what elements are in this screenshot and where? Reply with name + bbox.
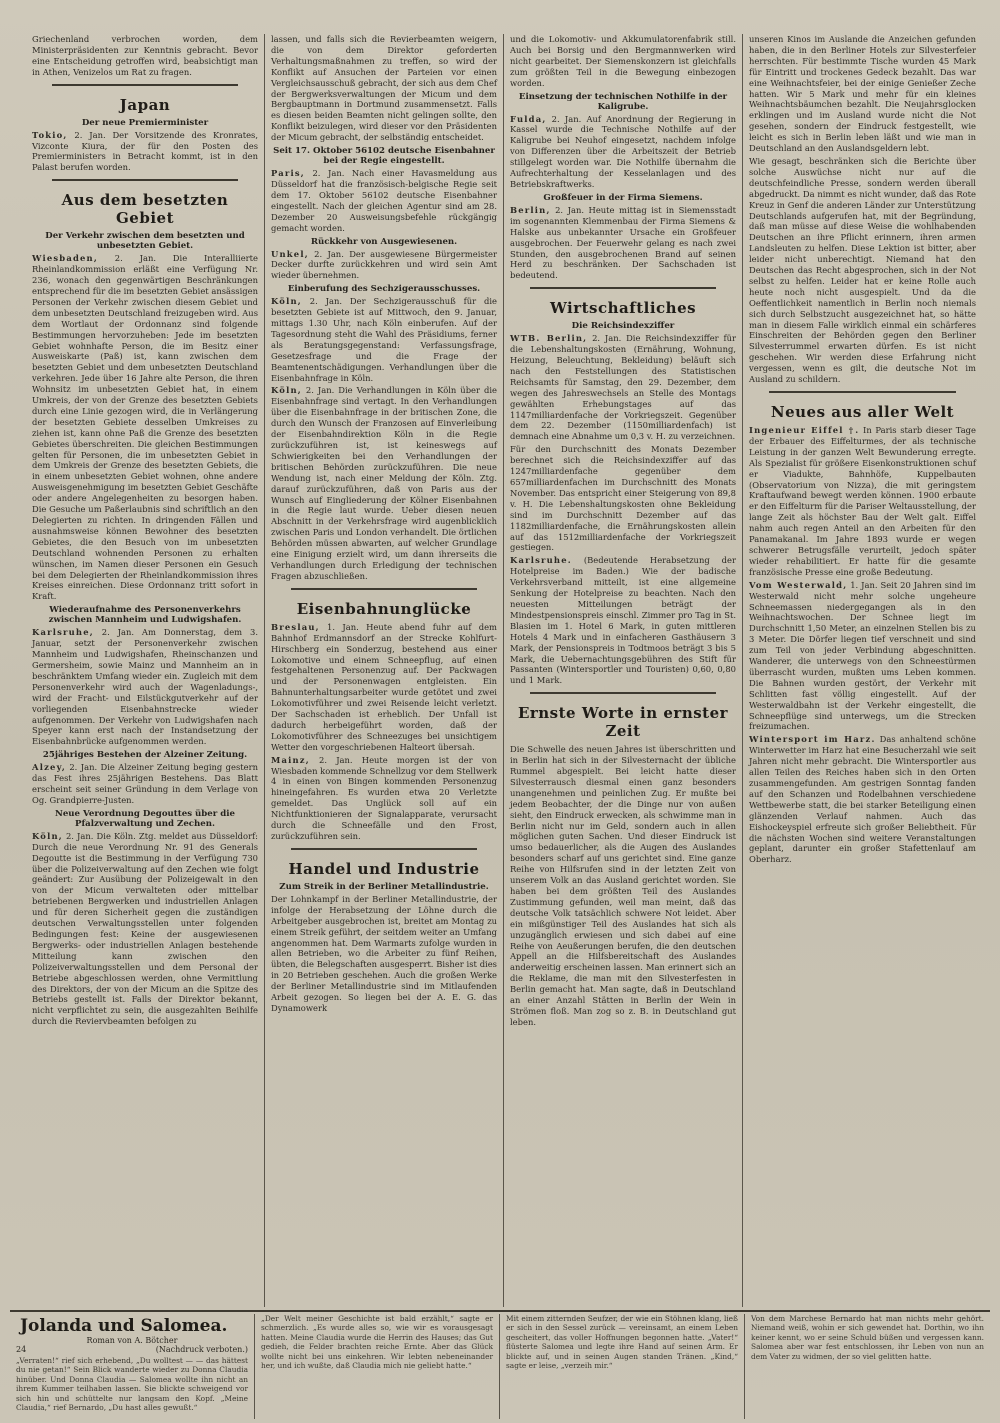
dateline: Paris, [271, 168, 305, 179]
feuilleton-separator [10, 1310, 990, 1312]
article-paragraph [510, 333, 736, 442]
article-paragraph [749, 580, 976, 733]
section-heading: Aus dem besetzten Gebiet [61, 191, 229, 228]
article-subheading: Wiederaufnahme des Personenverkehrs zwischen Mannheim und Ludwigshafen. [48, 605, 242, 626]
dateline: WTB. Berlin, [510, 333, 588, 344]
article-paragraph [749, 734, 976, 865]
paragraph-body: lassen, und falls sich die Revierbeamten weigern, die von dem Direktor geforderten Verhaltungsmaßnahmen zu treffen, so wird der Konflikt auf Ansuchen der Parteien vor einen Vergleichsausschuß gebracht, der sich aus dem Chef der Bergwerksverwaltungen der Micum und dem Bergbauptmann in Dortmund zusammensetzt. Falls es diesen beiden Beamten nicht gelingen sollte, den Konflikt beizulegen, wird dieser vor den Präsidenten der Micum gebracht, der selbständig entscheidet. [271, 34, 497, 143]
dateline: Karlsruhe. [510, 555, 572, 566]
dateline: Vom Westerwald, [749, 579, 848, 590]
dateline: Köln, [271, 385, 302, 396]
section-divider [530, 287, 716, 289]
feuilleton-text: Mit einem zitternden Seufzer, der wie ein Stöhnen klang, ließ er sich in den Sessel zurück — vereinsamt, an einem Leben gescheitert, das voller Hoffnungen begonnen hatte. „Vater!“ flüsterte Salomea und legte ihre Hand auf seinen Arm. Er blickte auf, und in seinen Augen standen Tränen. „Kind,“ sagte er leise, „verzeih mir.“ [506, 1314, 738, 1371]
column-4 [743, 34, 982, 1307]
paragraph-body: In Paris starb dieser Tage der Erbauer des Eiffelturmes, der als technische Leistung in der ganzen Welt Bewunderung erregte. Als Spezialist für größere Eisenkonstruktionen schuf er Viadukte, Bahnhöfe, Kuppelbauten (Observatorium von Nizza), die mit geringstem Kraftaufwand bewegt werden können. 1900 erbaute er den Eiffelturm für die Pariser Weltausstellung, der lange Zeit als höchster Bau der Welt galt. Eiffel nahm auch regen Anteil an den Arbeiten für den Panamakanal. Im Jahre 1893 wurde er wegen schwerer Betrugsfälle verurteilt, jedoch später wieder rehabilitiert. Er hatte für die gesamte französische Presse eine große Bedeutung. [749, 425, 977, 577]
feuilleton-text: „Verraten!“ rief sich erhebend, „Du wolltest — — das hättest du nie getan!“ Sein Blick wanderte wieder zu Donna Claudia hinüber. Und Donna Claudia — Salomea wollte ihn nicht an ihrem Kummer teilhaben lassen. Sie blickte schweigend vor sich hin und schüttelte nur langsam den Kopf. „Meine Claudia,“ rief Bernardo, „Du hast alles gewußt.“ [16, 1356, 248, 1413]
article-paragraph [510, 114, 736, 190]
article-paragraph [32, 130, 258, 174]
article-paragraph [271, 34, 497, 143]
paragraph-body: Die Schwelle des neuen Jahres ist überschritten und in Berlin hat sich in der Silvesternacht der übliche Rummel abgespielt. Bei leicht hatte dieser Silvesterrausch diesmal einen ganz besonders unangenehmen und peinlichen Zug. Er mußte bei jedem Beobachter, der die Dinge nur von außen sieht, den Eindruck erwecken, als schwimme man in Berlin nicht nur im Geld, sondern auch in allen möglichen guten Sachen. Und dieser Eindruck ist umso bedauerlicher, als die Augen des Auslandes besonders scharf auf uns gerichtet sind. Eine ganze Reihe von Hilfsrufen sind in der letzten Zeit von unserem Volk an das Ausland gerichtet worden. Sie haben bei dem größten Teil des Auslandes Zustimmung gefunden, weil man meint, daß das deutsche Volk tatsächlich schwere Not leidet. Aber ein mißgünstiger Teil des Auslandes hat sich als unzugänglich erwiesen und sich dabei auf eine Reihe von Aeußerungen berufen, die den deutschen Appell an die Hilfsbereitschaft des Auslandes anderweitig erscheinen lassen. Man erinnert sich an die Reklame, die man mit den Silvesterfesten in Berlin gemacht hat. Man sagte, daß in Deutschland an einer Anzahl Stätten in Berlin der Wein in Strömen floß. Man zog so z. B. in Deutschland gut leben. [510, 744, 736, 1027]
paragraph-body: 2. Jan. Die Alzeiner Zeitung beging gestern das Fest ihres 25jährigen Bestehens. Das Blatt erscheint seit seiner Gründung in dem Verlage von Og. Grandpierre-Justen. [32, 762, 258, 805]
paragraph-body: 2. Jan. Der Vorsitzende des Kronrates, Vizconte Kiura, der für den Posten des Premierministers in Betracht kommt, ist in den Palast berufen worden. [32, 129, 258, 173]
paragraph-body: unseren Kinos im Auslande die Anzeichen gefunden haben, die in den Berliner Hotels zur Silvesterfeier herrschten. Für bestimmte Tische wurden 45 Mark für Eintritt und trockenes Gedeck bezahlt. Das war eine Weihnachtsfeier, bei der einige Genießer Zeche hatten. Wir 5 Mark und mehr für ein kleines Weihnachtsbäumchen bezahlt. Die Neujahrsglocken erklingen und im Ausland wurde nicht die Not gesehen, sondern der Eindruck festgestellt, wie leicht es sich in Berlin leben läßt und wie man in Deutschland an den Auslandsgeldern lebt. [749, 34, 976, 154]
section-divider [291, 848, 477, 850]
paragraph-body: 1. Jan. Seit 20 Jahren sind im Westerwald nicht mehr solche ungeheure Schneemassen niedergegangen als in den Weihnachtswochen. Der Schnee liegt im Durchschnitt 1,50 Meter, an einzelnen Stellen bis zu 3 Meter. Die Dörfer liegen tief verschneit und sind zum Teil von jeder Verbindung abgeschnitten. Wanderer, die unterwegs von den Schneestürmen überrascht wurden, mußten ums Leben kommen. Die Bahnen wurden gestört, der Verkehr mit Schlitten fast völlig eingestellt. Auf der Westerwaldbahn ist der Verkehr eingestellt, die Schneepflüge sind unterwegs, um die Strecken freizumachen. [749, 579, 976, 732]
paragraph-body: 2. Jan. Die Verhandlungen in Köln über die Eisenbahnfrage sind vertagt. In den Verhandlungen über die Eisenbahnfrage in der britischen Zone, die durch den Wunsch der Franzosen auf Einverleibung der Eisenbahndirektion Köln in die Regie zurückzuführen ist, ist keineswegs auf Schwierigkeiten bei den Verhandlungen der britischen Behörden zurückzuführen. Die neue Wendung ist, nach einer Meldung der Köln. Ztg. darauf zurückzuführen, daß von Paris aus der Wunsch auf Eingliederung der Kölner Eisenbahnen in die Regie laut wurde. Ueber diesen neuen Abschnitt in der Verkehrsfrage wird augenblicklich zwischen Paris und London verhandelt. Die örtlichen Behörden müssen abwarten, auf welcher Grundlage eine Einigung erzielt wird, um dann ihrerseits die Verhandlungen durch Erledigung der technischen Fragen abzuschließen. [271, 385, 497, 581]
paragraph-body: Griechenland verbrochen worden, dem Ministerpräsidenten zur Kenntnis gebracht. Bevor eine Entscheidung getroffen wird, beabsichtigt man in Athen, Venizelos um Rat zu fragen. [32, 34, 258, 77]
article-subheading: Zum Streik in der Berliner Metallindustrie. [279, 881, 489, 892]
feuilleton-subtitle: Roman von A. Bötcher [86, 1336, 178, 1345]
paragraph-body: 2. Jan. Die Interalliierte Rheinlandkommission erläßt eine Verfügung Nr. 236, wonach den gegenwärtigen Beschränkungen entsprechend für die im besetzten Gebiet ansässigen Personen der Verkehr zwischen diesem Gebiet und dem unbesetzten Deutschland freizugeben wird. Aus dem Wortlaut der Ordonnanz sind folgende Bestimmungen hervorzuheben: Jede im besetzten Gebiet wohnhafte Person, die im Besitz einer Ausweiskarte (Paß) ist, kann zwischen dem besetzten Gebiet und dem unbesetzten Deutschland verkehren. Jede über 16 Jahre alte Person, die ihren Wohnsitz im unbesetzten Gebiet hat, in einem Umkreis, der von der Grenze des besetzten Gebiets durch eine Linie gezogen wird, die in Verlängerung der besetzten Gebiete desselben Umkreises zu ziehen ist, kann ohne Paß die Grenze des besetzten Gebietes überschreiten. Die gleichen Bestimmungen gelten für Personen, die im unbesetzten Gebiet in dem Umkreis der Grenze des besetzten Gebiets, die in einem unbesetzten Gebiet wohnen, ohne andere Ausweisgenehmigung im besetzten Gebiet Geschäfte oder andere Angelegenheiten zu besorgen haben. Die Gesuche um Paßerlaubnis sind schriftlich an den Delegierten zu richten. In dringenden Fällen und ausnahmsweise können Bewohner des besetzten Gebietes, die den Besuch von im unbesetzten Deutschland wohnenden Personen zu erhalten wünschen, im Namen dieser Personen ein Gesuch bei dem Delegierten der Rheinlandkommission ihres Kreises einreichen. Diese Ordonnanz tritt sofort in Kraft. [32, 253, 258, 602]
article-paragraph [271, 385, 497, 581]
column-3 [504, 34, 743, 1307]
article-subheading: Einsetzung der technischen Nothilfe in der Kaligrube. [518, 91, 728, 112]
section-divider [52, 84, 238, 86]
dateline: Wintersport im Harz. [749, 734, 876, 745]
article-paragraph [749, 156, 976, 385]
feuilleton-text: „Der Welt meiner Geschichte ist bald erzählt,“ sagte er schmerzlich. „Es wurde alles so, wie wir es vorausgesagt hatten. Meine Claudia wurde die Herrin des Hauses; das Gut gedieh, die Felder brachten reiche Ernte. Aber das Glück wollte nicht bei uns einkehren. Wir lebten nebeneinander her, und ich wußte, daß Claudia mich nie geliebt hatte.“ [261, 1314, 493, 1371]
dateline: Köln, [271, 296, 302, 307]
paragraph-body: Der Lohnkampf in der Berliner Metallindustrie, der infolge der Herabsetzung der Löhne durch die Arbeitgeber ausgebrochen ist, breitet am Montag zu einem Streik geführt, der seitdem weiter an Umfang angenommen hat. Dem Warmarts zufolge wurden in allen Betrieben, wo die Arbeiter zu fünf Reihen, übten, die Belegschaften ausgesperrt. Bisher ist dies in 20 Betrieben geschehen. Auch die großen Werke der Berliner Metallindustrie sind im Mitlaufenden Arbeit gezogen. So liegen bei der A. E. G. das Dynamowerk [271, 893, 497, 1013]
article-subheading: Die Reichsindexziffer [571, 321, 675, 332]
feuilleton-notice: (Nachdruck verboten.) [155, 1345, 248, 1354]
paragraph-body: Wie gesagt, beschränken sich die Berichte über solche Auswüchse nicht nur auf die deutschfeindliche Presse, sondern werden überall abgedruckt. Da nimmt es nicht wunder, daß das Rote Kreuz in Genf die anderen Länder zur Unterstützung Deutschlands aufgerufen hat, mit der Begründung, daß man müsse auf diese Weise die wohlhabenden Deutschen an ihre Pflicht erinnern, ihren armen Landsleuten zu helfen. Diese Lektion ist bitter, aber leider nicht unberechtigt. Niemand hat den Deutschen das Recht abgesprochen, sich in der Not selbst zu helfen. Leider hat er keine Rolle auch heute noch nicht ausgespielt. Und da die Oeffentlichkeit namentlich in Berlin noch niemals sich durch Selbstzucht ausgezeichnet hat, so hätte man in diesem Falle wirklich einmal ein schärferes Einschreiten der Behörden gegen den Berliner Silvesterrummel erwarten dürfen. Es ist nicht geschehen. Wir werden diese Erfahrung nicht vergessen, wenn es gilt, die deutsche Not im Ausland zu schildern. [749, 155, 976, 385]
article-paragraph [510, 744, 736, 1028]
feuilleton-text: Von dem Marchese Bernardo hat man nichts mehr gehört. Niemand weiß, wohin er sich gewendet hat. Dorthin, wo ihn keiner kennt, wo er seine Schuld büßen und vergessen kann. Salomea aber war fest entschlossen, ihr Leben von nun an dem Vater zu widmen, der so viel gelitten hatte. [751, 1314, 984, 1361]
paragraph-body: 2. Jan. Am Donnerstag, dem 3. Januar, setzt der Personenverkehr zwischen Mannheim und Ludwigshafen, Rheinschanzen und Germersheim, sowie Mainz und Mannheim an in beschränktem Umfang wieder ein. Zugleich mit dem Personenverkehr wird auch der Wagenladungs-, wird der Fracht- und Eilstückgutverkehr auf der vorliegenden Eisenbahnstrecke wieder aufgenommen. Der Verkehr von Ludwigshafen nach Speyer kann erst nach der Instandsetzung der Eisenbahnbrücke aufgenommen werden. [32, 627, 258, 747]
section-divider [530, 692, 716, 694]
article-paragraph [32, 34, 258, 78]
article-paragraph [32, 762, 258, 806]
article-subheading: 25jähriges Bestehen der Alzeiner Zeitung. [42, 750, 248, 761]
article-paragraph [510, 205, 736, 281]
article-subheading: Neue Verordnung Degouttes über die Pfalzverwaltung und Zechen. [54, 808, 236, 829]
article-paragraph [271, 894, 497, 1014]
paragraph-body: 2. Jan. Heute morgen ist der von Wiesbaden kommende Schnellzug vor dem Stellwerk 4 in einen von Bingen kommenden Personenzug hineingefahren. Es wurden etwa 20 Verletzte gemeldet. Das Unglück soll auf ein Nichtfunktionieren der Signalapparate, verursacht durch die Schneefälle und den Frost, zurückzuführen sein. [271, 754, 497, 841]
paragraph-body: 2. Jan. Auf Anordnung der Regierung in Kassel wurde die Technische Nothilfe auf der Kaligrube bei Neuhof eingesetzt, nachdem infolge von Differenzen über die Arbeitszeit der Betrieb stillgelegt worden war. Die Nothilfe übernahm die Aufrechterhaltung der Kesselanlagen und des Betriebskraftwerks. [510, 113, 736, 189]
section-heading: Eisenbahnunglücke [296, 599, 472, 618]
article-subheading: Rückkehr von Ausgewiesenen. [310, 236, 458, 247]
paragraph-body: 2. Jan. Heute mittag ist in Siemensstadt im sogenannten Klemmenbau der Firma Siemens & Halske aus unbekannter Ursache ein Großfeuer ausgebrochen. Der Feuerwehr gelang es nach zwei Stunden, den ausgebrochenen Brand auf seinen Herd zu beschränken. Der Sachschaden ist bedeutend. [510, 204, 736, 281]
article-paragraph [510, 444, 736, 553]
dateline: Breslau, [271, 621, 320, 632]
feuilleton-meta [16, 1345, 248, 1354]
feuilleton-column-2 [255, 1314, 500, 1419]
section-divider [769, 391, 956, 393]
article-subheading: Der neue Premierminister [81, 117, 209, 128]
paragraph-body: Für den Durchschnitt des Monats Dezember berechnet sich die Reichsindexziffer auf das 1247milliardenfache gegenüber dem 657milliardenfachen im Durchschnitt des Monats November. Das entspricht einer Steigerung von 89,8 v. H. Die Lebenshaltungskosten ohne Bekleidung sind im Durchschnitt Dezember auf das 1182milliardenfache, die Ernährungskosten allein auf das 1512milliardenfache der Vorkriegszeit gestiegen. [510, 444, 736, 553]
feuilleton-title: Jolanda und Salomea. [20, 1316, 228, 1336]
dateline: Köln, [32, 830, 63, 841]
column-2 [265, 34, 504, 1307]
dateline: Ingenieur Eiffel †. [749, 425, 860, 435]
article-paragraph [271, 296, 497, 383]
section-heading: Neues aus aller Welt [770, 403, 955, 421]
article-paragraph [32, 627, 258, 747]
section-divider [291, 588, 477, 590]
section-heading: Wirtschaftliches [549, 299, 697, 318]
paragraph-body: 2. Jan. Die Köln. Ztg. meldet aus Düsseldorf: Durch die neue Verordnung Nr. 91 des Generals Degoutte ist die Bestimmung in der Verfügung 730 über die Polizeiverwaltung auf den Zechen wie folgt geändert: Zur Ausübung der Polizeigewalt in den von der Micum verwalteten oder mittelbar betriebenen Bergwerken und industriellen Anlagen und für deren Sicherheit gegen die zuständigen deutschen Verwaltungsstellen unter folgenden Bedingungen fest: Keine der ausgewiesenen Bergwerks- oder industriellen Anlagen bestehende Mitteilung kann zwischen den Polizeiverwaltungsstellen und dem Personal der Betriebe abgeschlossen werden, ohne Vermittlung des Direktors, der von der Micum an die Spitze des Betriebs gestellt ist. Falls der Direktor bekannt, nicht verpflichtet zu sein, die ausgezahlten Beihilfe durch die Reviervbeamten befolgen zu [32, 830, 258, 1027]
column-1 [26, 34, 265, 1307]
section-heading: Handel und Industrie [288, 859, 480, 878]
feuilleton-column-4 [745, 1314, 990, 1419]
section-heading: Japan [119, 95, 171, 114]
paragraph-body: (Bedeutende Herabsetzung der Hotelpreise im Baden.) Wie der badische Verkehrsverband mitteilt, ist eine allgemeine Senkung der Hotelpreise zu beachten. Nach den neuesten Mitteilungen beträgt der Mindestpensionspreis einschl. Zimmer pro Tag in St. Blasien im 1. Hotel 6 Mark, in guten mittleren Hotels 4 Mark und in einfacheren Gasthäusern 3 Mark, der Pensionspreis in Todtmoos beträgt 3 bis 5 Mark, die Uebernachtungsgebühren des Stift für Passanten (Wintersportler und Touristen) 0,60, 0,80 und 1 Mark. [510, 555, 736, 686]
article-paragraph [32, 253, 258, 602]
feuilleton-section [10, 1314, 990, 1419]
paragraph-body: Das anhaltend schöne Winterwetter im Harz hat eine Besucherzahl wie seit Jahren nicht mehr gebracht. Die Wintersportler aus allen Teilen des Reiches haben sich in den Orten zusammengefunden. Am gestrigen Sonntag fanden auf den Schanzen und Rodelbahnen verschiedene Wettbewerbe statt, die bei starker Beteiligung einen glänzenden Verlauf nahmen. Auch das Eishockeyspiel erfreute sich großer Beliebtheit. Für die nächsten Wochen sind weitere Veranstaltungen geplant, darunter ein großer Stafettenlauf am Oberharz. [749, 734, 977, 865]
section-heading: Ernste Worte in ernster Zeit [517, 704, 729, 741]
paragraph-body: 1. Jan. Heute abend fuhr auf dem Bahnhof Erdmannsdorf an der Strecke Kohlfurt-Hirschberg ein Sonderzug, bestehend aus einer Lokomotive und einem Schneepflug, auf einen festgehaltenen Personenzug auf. Der Packwagen und der Personenwagen entgleisten. Ein Bahnunterhaltungsarbeiter wurde getötet und zwei Lokomotivführer und zwei Reisende leicht verletzt. Der Sachschaden ist erheblich. Der Unfall ist dadurch herbeigeführt worden, daß der Lokomotivführer des Schneezuges bei unsichtigem Wetter den vorgeschriebenen Halteort übersah. [271, 621, 497, 752]
paragraph-body: 2. Jan. Der Sechzigerausschuß für die besetzten Gebiete ist auf Mittwoch, den 9. Januar, mittags 1.30 Uhr, nach Köln einberufen. Auf der Tagesordnung steht die Wahl des Präsidiums, ferner als Beratungsgegenstand: Verfassungsfrage, Gesetzesfrage und die Frage der Beamtenentschädigungen. Verhandlungen über die Eisenbahnfrage in Köln. [271, 296, 497, 383]
article-paragraph [510, 34, 736, 89]
feuilleton-column-1 [10, 1314, 255, 1419]
article-columns [26, 34, 982, 1307]
dateline: Unkel, [271, 248, 309, 259]
paragraph-body: 2. Jan. Nach einer Havasmeldung aus Düsseldorf hat die französisch-belgische Regie seit dem 17. Oktober 56102 deutsche Eisenbahner eingestellt. Nach der gleichen Agentur sind am 28. Dezember 20 Ausweisungsbefehle rückgängig gemacht worden. [271, 168, 497, 233]
dateline: Karlsruhe, [32, 627, 94, 638]
section-divider [52, 179, 238, 181]
dateline: Fulda, [510, 113, 547, 124]
article-paragraph [749, 425, 976, 578]
article-paragraph [510, 555, 736, 686]
dateline: Wiesbaden, [32, 253, 98, 264]
dateline: Alzey, [32, 762, 66, 773]
article-paragraph [749, 34, 976, 154]
article-paragraph [32, 831, 258, 1027]
dateline: Mainz, [271, 754, 310, 765]
article-subheading: Seit 17. Oktober 56102 deutsche Eisenbahner bei der Regie eingestellt. [273, 146, 495, 167]
article-paragraph [271, 622, 497, 753]
article-paragraph [271, 755, 497, 842]
article-subheading: Der Verkehr zwischen dem besetzten und unbesetzten Gebiet. [45, 231, 245, 252]
paragraph-body: und die Lokomotiv- und Akkumulatorenfabrik still. Auch bei Borsig und den Bergmannwerken wird nicht gearbeitet. Der Siemenskonzern ist gleichfalls zum größten Teil in die Bewegung einbezogen worden. [510, 34, 736, 88]
paragraph-body: 2. Jan. Die Reichsindexziffer für die Lebenshaltungskosten (Ernährung, Wohnung, Heizung, Beleuchtung, Bekleidung) beläuft sich nach den Feststellungen des Statistischen Reichsamts für Samstag, den 29. Dezember, dem wegen des Jahreswechsels an Stelle des Montags gewählten Erhebungstages auf das 1147milliardenfache der Vorkriegszeit. Gegenüber dem 22. Dezember (1150milliardenfach) ist demnach eine Abnahme um 0,3 v. H. zu verzeichnen. [510, 333, 736, 442]
article-paragraph [271, 249, 497, 282]
feuilleton-number: 24 [16, 1345, 27, 1354]
article-subheading: Einberufung des Sechzigerausschusses. [287, 284, 481, 295]
feuilleton-column-3 [500, 1314, 745, 1419]
article-paragraph [271, 168, 497, 233]
paragraph-body: 2. Jan. Der ausgewiesene Bürgermeister Decker durfte zurückkehren und wird sein Amt wieder übernehmen. [271, 248, 497, 281]
article-subheading: Großfeuer in der Firma Siemens. [543, 192, 703, 203]
dateline: Berlin, [510, 204, 551, 215]
dateline: Tokio, [32, 129, 68, 140]
